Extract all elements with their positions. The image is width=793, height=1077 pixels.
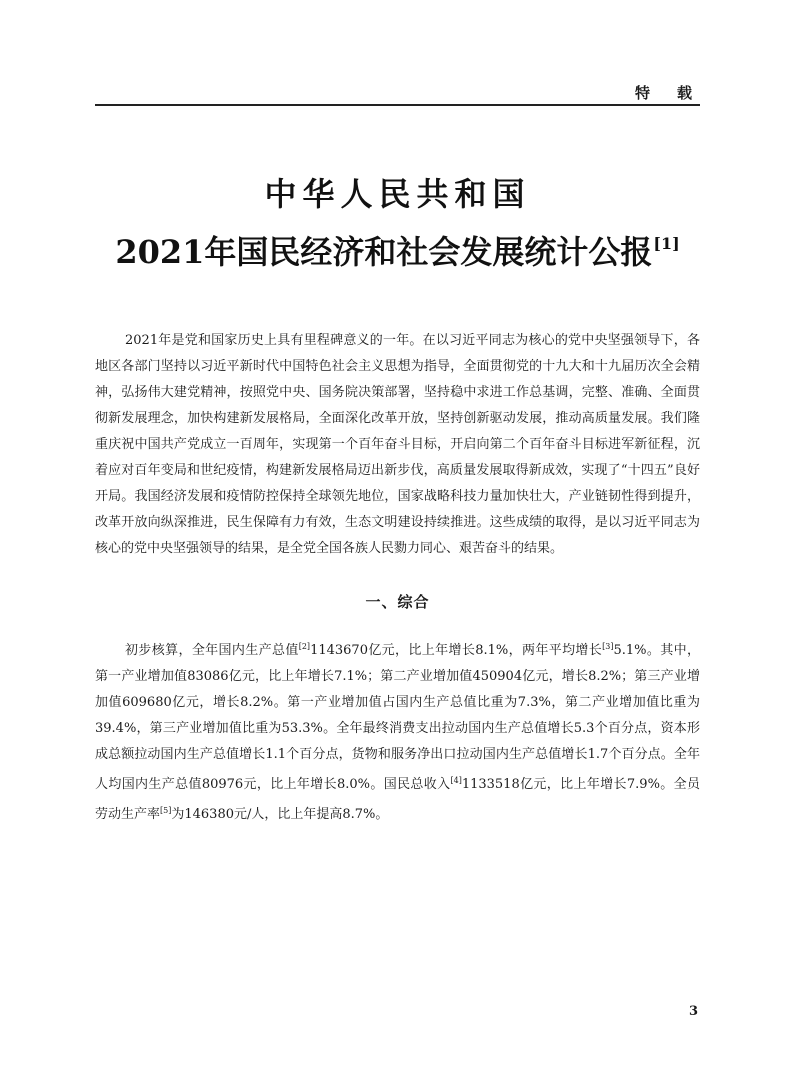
title-line-2-text: 2021年国民经济和社会发展统计公报 — [115, 233, 653, 271]
section-paragraph — [95, 634, 700, 828]
section-label: 特 载 — [634, 84, 698, 102]
page-title — [95, 172, 700, 276]
page-number: 3 — [688, 1004, 698, 1019]
paragraph-text-5: 为146380元/人，比上年提高8.7%。 — [171, 807, 389, 822]
paragraph-text-1: 初步核算，全年国内生产总值 — [125, 643, 299, 658]
header-rule — [95, 104, 700, 106]
paragraph-text-2: 1143670亿元，比上年增长8.1%，两年平均增长 — [310, 643, 603, 658]
intro-paragraph: 2021年是党和国家历史上具有里程碑意义的一年。在以习近平同志为核心的党中央坚强领导下，各地区各部门坚持以习近平新时代中国特色社会主义思想为指导，全面贯彻党的十九大和十九届历次全会精神，弘扬伟大建党精神，按照党中央、国务院决策部署，坚持稳中求进工作总基调，完整、准确、全面贯彻新发展理念，加快构建新发展格局，全面深化改革开放，坚持创新驱动发展，推动高质量发展。我们隆重庆祝中国共产党成立一百周年，实现第一个百年奋斗目标，开启向第二个百年奋斗目标进军新征程，沉着应对百年变局和世纪疫情，构建新发展格局迈出新步伐，高质量发展取得新成效，实现了“十四五”良好开局。我国经济发展和疫情防控保持全球领先地位，国家战略科技力量加快壮大，产业链韧性得到提升，改革开放向纵深推进，民生保障有力有效，生态文明建设持续推进。这些成绩的取得，是以习近平同志为核心的党中央坚强领导的结果，是全党全国各族人民勠力同心、艰苦奋斗的结果。 — [95, 333, 700, 556]
title-line-1: 中华人民共和国 — [264, 175, 531, 213]
section-heading: 一、综合 — [365, 593, 430, 611]
title-line-2 — [95, 220, 700, 276]
footnote-mark-4: [4] — [450, 776, 462, 785]
footnote-mark-2: [2] — [298, 642, 311, 651]
footnote-mark-3: [3] — [602, 642, 614, 651]
title-footnote-mark: [1] — [653, 234, 680, 253]
paragraph-text-4: 1133518亿元，比上年增长7.9%。全员劳动生产率 — [95, 777, 700, 822]
footnote-mark-5: [5] — [160, 806, 172, 815]
paragraph-text-3: 5.1%。其中，第一产业增加值83086亿元，比上年增长7.1%；第二产业增加值450904亿元，增长8.2%；第三产业增加值609680亿元，增长8.2%。第一产业增加值占国内生产总值比重为7.3%，第二产业增加值比重为39.4%，第三产业增加值比重为53.3%。全年最终消费支出拉动国内生产总值增长5.3个百分点，资本形成总额拉动国内生产总值增长1.1个百分点，货物和服务净出口拉动国内生产总值增长1.7个百分点。全年人均国内生产总值80976元，比上年增长8.0%。国民总收入 — [95, 643, 700, 792]
